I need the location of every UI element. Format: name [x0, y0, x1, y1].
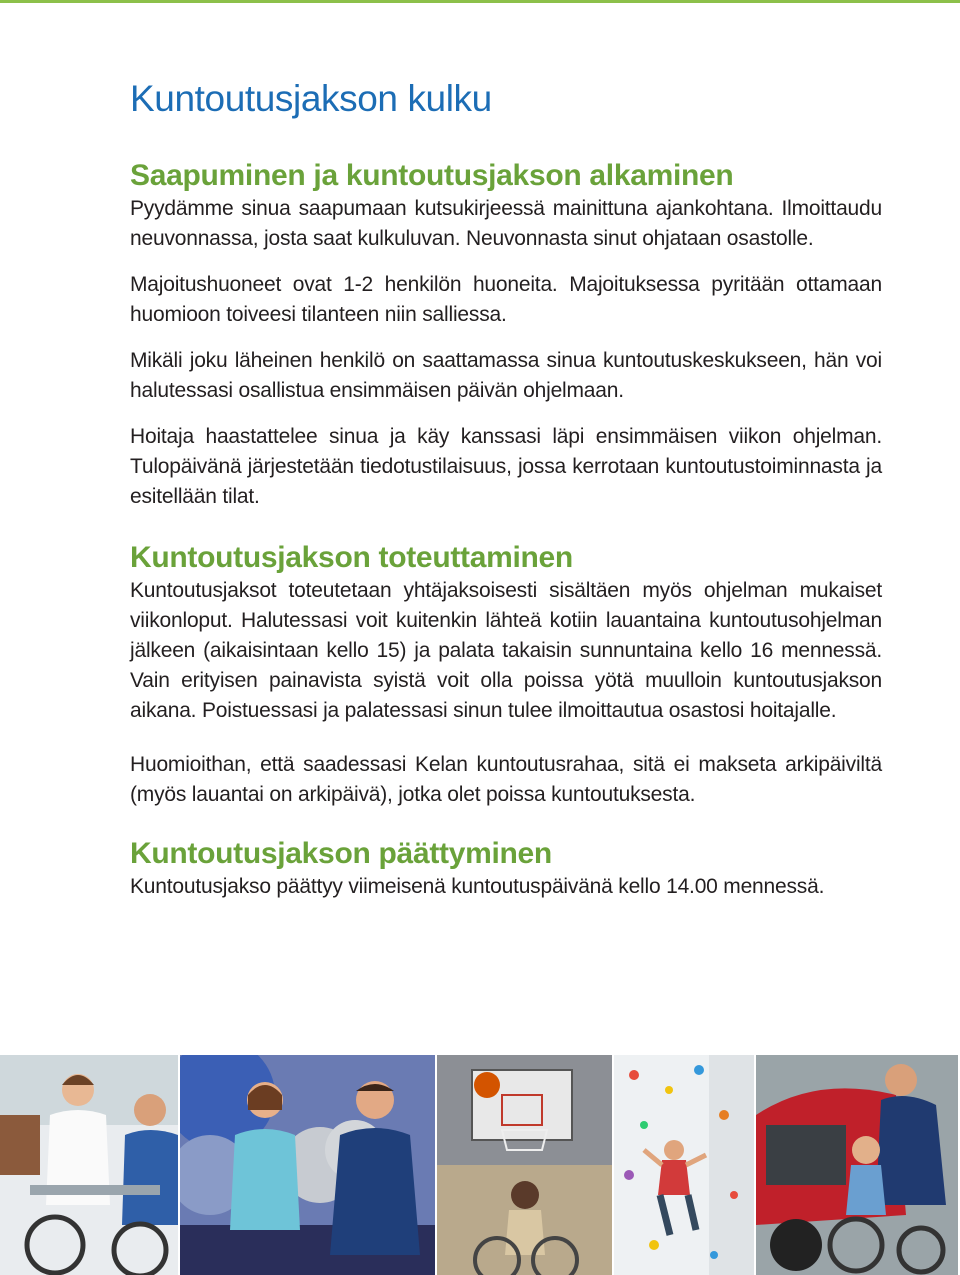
- paragraph: Huomioithan, että saadessasi Kelan kuntoutusrahaa, sitä ei makseta arkipäiviltä (myös lauantai on arkipäivä), jotka olet poissa kuntoutuksesta.: [130, 753, 882, 806]
- photo-wheelchair-car-transfer: [756, 1055, 958, 1275]
- document-content: [130, 78, 882, 902]
- page-title: Kuntoutusjakson kulku: [130, 78, 492, 119]
- paragraph: Pyydämme sinua saapumaan kutsukirjeessä mainittuna ajankohtana. Ilmoittaudu neuvonnassa, josta saat kulkuluvan. Neuvonnasta sinut ohjataan osastolle.: [130, 197, 882, 250]
- photo-staff-with-therapy-balls: [180, 1055, 435, 1275]
- paragraph: Kuntoutusjakso päättyy viimeisenä kuntoutuspäivänä kello 14.00 mennessä.: [130, 875, 825, 898]
- top-rule: [0, 0, 960, 3]
- section-heading: Saapuminen ja kuntoutusjakson alkaminen: [130, 159, 734, 192]
- paragraph: Mikäli joku läheinen henkilö on saattamassa sinua kuntoutuskeskukseen, hän voi halutessasi osallistua ensimmäisen päivän ohjelmaan.: [130, 349, 882, 402]
- section-heading: Kuntoutusjakson toteuttaminen: [130, 541, 573, 574]
- section-implementation: [130, 540, 882, 810]
- section-heading: Kuntoutusjakson päättyminen: [130, 837, 552, 870]
- section-ending: [130, 836, 882, 902]
- paragraph: Hoitaja haastattelee sinua ja käy kanssasi läpi ensimmäisen viikon ohjelman. Tulopäivänä järjestetään tiedotustilaisuus, jossa kerrotaan kuntoutustoiminnasta ja esitellään tilat.: [130, 425, 882, 508]
- photo-wheelchair-basketball: [437, 1055, 612, 1275]
- photo-strip: [0, 1055, 960, 1275]
- section-arrival: [130, 158, 882, 512]
- photo-climbing-wall: [614, 1055, 754, 1275]
- paragraph: Majoitushuoneet ovat 1-2 henkilön huoneita. Majoituksessa pyritään ottamaan huomioon toiveesi tilanteen niin salliessa.: [130, 273, 882, 326]
- paragraph: Kuntoutusjaksot toteutetaan yhtäjaksoisesti sisältäen myös ohjelman mukaiset viikonloput. Halutessasi voit kuitenkin lähteä kotiin lauantaina kuntoutusohjelman jälkeen (aikaisintaan kello 15) ja palata takaisin sunnuntaina kello 16 mennessä. Vain erityisen painavista syistä voit olla poissa yötä muulloin kuntoutusjakson aikana. Poistuessasi ja palatessasi sinun tulee ilmoittautua osastosi hoitajalle.: [130, 579, 882, 722]
- photo-doctor-patient-wheelchair: [0, 1055, 178, 1275]
